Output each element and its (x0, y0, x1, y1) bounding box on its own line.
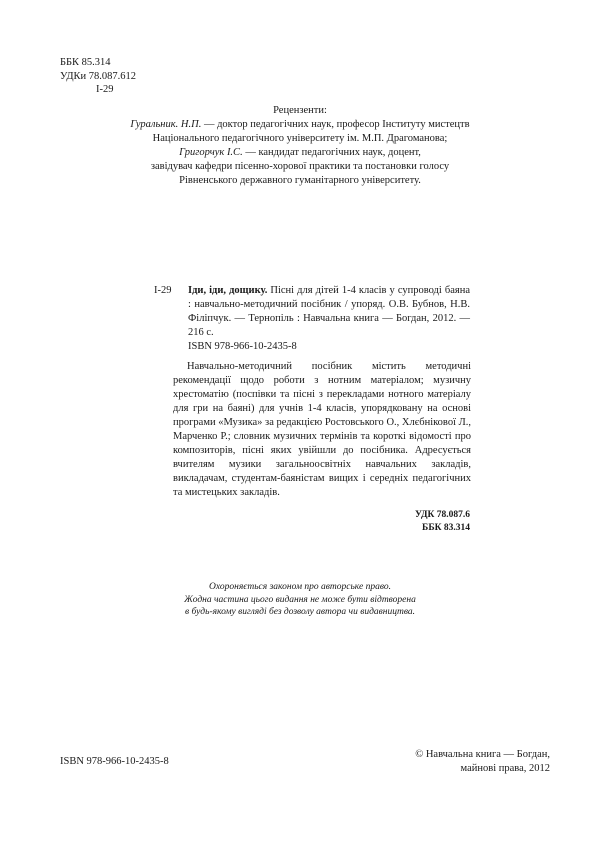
copyright-block (400, 748, 550, 776)
reviewers-heading: Рецензенти: (273, 105, 327, 116)
reviewer-1-title: — доктор педагогічних наук, професор Інституту мистецтв (201, 119, 470, 130)
copyright-line-2: майнові права, 2012 (460, 763, 550, 774)
reviewer-2-position: завідувач кафедри пісенно-хорової практики та постановки голосу (150, 161, 450, 172)
udk-code-right: УДК 78.087.6 (414, 510, 470, 520)
reviewers-block (110, 104, 490, 188)
notice-line-1: Охороняється законом про авторське право. (209, 582, 391, 592)
card-description: Пісні для дітей 1-4 класів у супроводі баяна : навчально-методичний посібник / упоряд. О.В. Бубнов, Н.В. Філіпчук. — Тернопіль : Навчальна книга — Богдан, 2012. — 216 с. (188, 285, 470, 338)
author-mark: І-29 (96, 84, 114, 95)
annotation: Навчально-методичний посібник містить методичні рекомендації щодо роботи з нотним матеріалом; музичну хрестоматію (поспівки та пісні з перекладами нотного матеріалу для гри на баяні) для учнів 1-4 класів, упорядковану на основі програми «Музика» за редакцією Ростовського О., Хлєбнікової Л., Марченко Р.; словник музичних термінів та короткі відомості про композиторів, пісні яких увійшли до посібника. Адресується вчителям музики загальноосвітніх навчальних закладів, викладачам, студентам-баяністам вищих і середніх педагогічних та мистецьких закладів. (173, 361, 471, 498)
classification-block (60, 56, 136, 97)
reviewer-1-name: Гуральник. Н.П. (130, 119, 202, 130)
notice-line-2: Жодна частина цього видання не може бути відтворена (184, 594, 416, 605)
notice-line-3: в будь-якому вигляді без дозволу автора чи видавництва. (184, 607, 416, 617)
udk-code: УДКи 78.087.612 (60, 70, 137, 82)
card-code: І-29 (154, 285, 172, 296)
reviewer-1-affiliation: Національного педагогічного університету ім. М.П. Драгоманова; (152, 133, 448, 144)
reviewer-2-title: — кандидат педагогічних наук, доцент, (242, 147, 421, 158)
reviewer-2-affiliation: Рівненського державного гуманітарного університету. (179, 175, 421, 186)
reviewer-2 (110, 146, 490, 160)
bbk-code: ББК 85.314 (60, 57, 111, 68)
bbk-code-right: ББК 83.314 (422, 523, 470, 533)
book-title: Іди, іди, дощику. (188, 285, 268, 296)
copyright-notice (150, 581, 450, 619)
catalog-card (188, 284, 470, 340)
reviewer-1 (110, 118, 490, 132)
reviewer-2-name: Григорчук І.С. (179, 147, 243, 158)
udk-bbk-block (370, 509, 470, 535)
isbn-bottom: ISBN 978-966-10-2435-8 (60, 756, 169, 767)
copyright-line-1: © Навчальна книга — Богдан, (415, 749, 550, 760)
isbn-card: ISBN 978-966-10-2435-8 (188, 341, 297, 352)
